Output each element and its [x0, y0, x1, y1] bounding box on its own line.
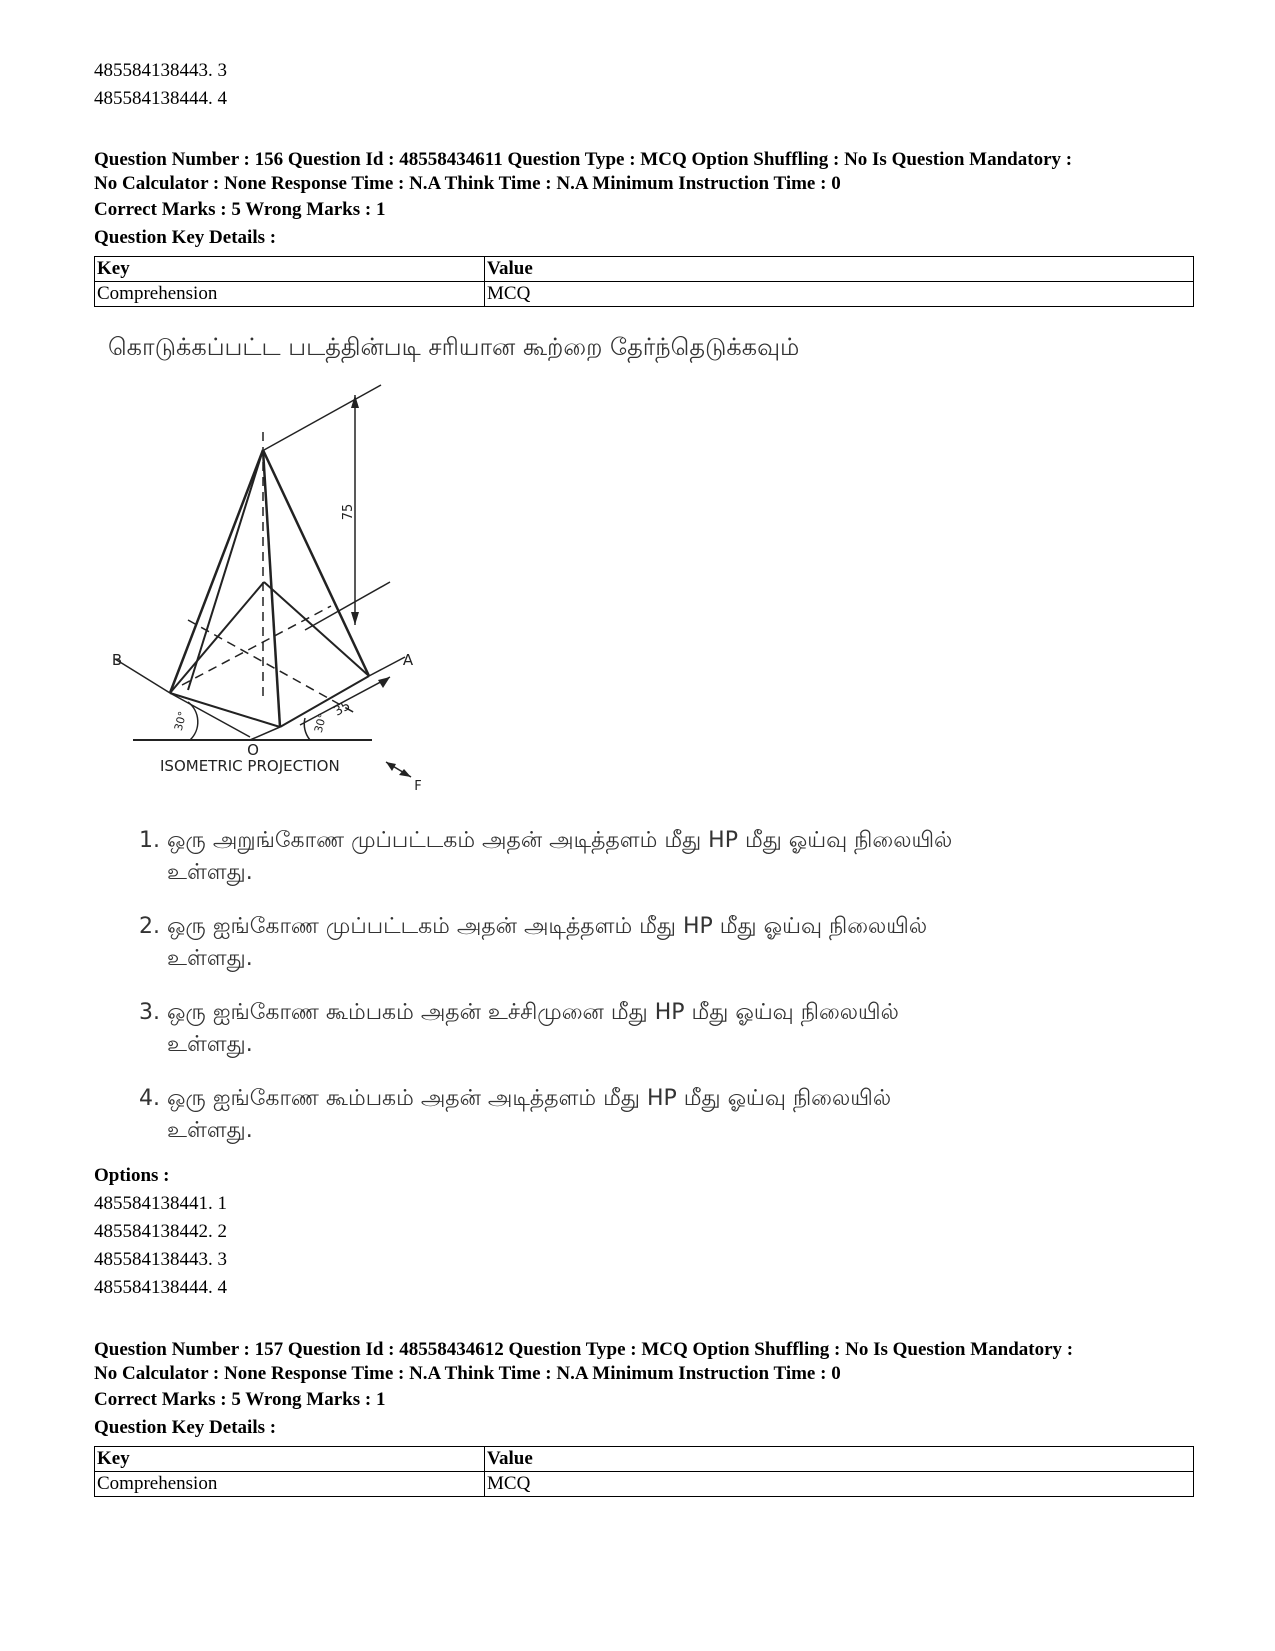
angle-label-right: 30° [311, 711, 330, 735]
table-header-row [95, 1447, 1194, 1472]
table-cell-value: MCQ [485, 1472, 1194, 1497]
arrowhead [351, 612, 359, 625]
choice-number: 1. [139, 828, 160, 853]
dimension-35: 35 [331, 698, 354, 720]
choice-text-line2: உள்ளது. [167, 946, 253, 971]
question-header-line1: Question Number : 156 Question Id : 48558434611 Question Type : MCQ Option Shuffling : No Is Question Mandatory : [94, 149, 1073, 170]
angle-label-left: 30° [171, 709, 190, 733]
choice-number: 2. [139, 914, 160, 939]
slant-edge [188, 450, 263, 690]
table-header-value: Value [485, 257, 1194, 282]
table-cell-key: Comprehension [95, 1472, 485, 1497]
dimension-75: 75 [341, 503, 356, 521]
choice-4 [139, 1083, 1139, 1147]
table-row [95, 282, 1194, 307]
projection-line [369, 657, 405, 676]
options-label: Options : [94, 1165, 170, 1186]
table-header-key: Key [95, 257, 485, 282]
choice-3 [139, 997, 1139, 1061]
choice-1 [139, 825, 1139, 889]
choice-text-line1: ஒரு ஐங்கோண கூம்பகம் அதன் அடித்தளம் மீது HP மீது ஓய்வு நிலையில் [167, 1086, 892, 1111]
choice-number: 3. [139, 1000, 160, 1025]
projection-line [305, 582, 390, 630]
option-line: 485584138444. 4 [94, 88, 227, 109]
table-header-key: Key [95, 1447, 485, 1472]
isometric-projection-figure [94, 378, 454, 798]
choice-2 [139, 911, 1139, 975]
option-line: 485584138441. 1 [94, 1193, 227, 1214]
figure-caption: ISOMETRIC PROJECTION [160, 757, 340, 775]
table-header-value: Value [485, 1447, 1194, 1472]
label-f: F [414, 779, 422, 794]
slant-edge [263, 450, 369, 676]
projection-line [115, 659, 170, 693]
option-line: 485584138442. 2 [94, 1221, 227, 1242]
slant-edge [170, 450, 263, 693]
question-157-key-details-label: Question Key Details : [94, 1417, 277, 1438]
question-157-marks: Correct Marks : 5 Wrong Marks : 1 [94, 1389, 386, 1410]
slant-edge [263, 450, 280, 727]
base-edge [264, 582, 369, 676]
choice-text-line2: உள்ளது. [167, 1118, 253, 1143]
question-156-key-table [94, 256, 1194, 307]
question-156-marks: Correct Marks : 5 Wrong Marks : 1 [94, 199, 386, 220]
label-o: O [247, 741, 259, 759]
choice-number: 4. [139, 1086, 160, 1111]
choice-text-line2: உள்ளது. [167, 860, 253, 885]
label-b: B [111, 651, 123, 669]
question-156-header [94, 148, 1194, 196]
option-line: 485584138443. 3 [94, 1249, 227, 1270]
question-156-text: கொடுக்கப்பட்ட படத்தின்படி சரியான கூற்றை தேர்ந்தெடுக்கவும் [108, 333, 800, 361]
previous-options [94, 57, 1194, 113]
table-cell-key: Comprehension [95, 282, 485, 307]
question-header-line2: No Calculator : None Response Time : N.A Think Time : N.A Minimum Instruction Time : 0 [94, 1363, 841, 1384]
options-list [94, 1190, 1194, 1302]
hidden-line [182, 606, 331, 685]
arrowhead [386, 762, 396, 771]
arrowhead [378, 677, 390, 688]
question-header-line1: Question Number : 157 Question Id : 48558434612 Question Type : MCQ Option Shuffling : No Is Question Mandatory : [94, 1339, 1074, 1360]
table-header-row [95, 257, 1194, 282]
question-header-line2: No Calculator : None Response Time : N.A Think Time : N.A Minimum Instruction Time : 0 [94, 173, 841, 194]
choice-text-line1: ஒரு ஐங்கோண முப்பட்டகம் அதன் அடித்தளம் மீது HP மீது ஓய்வு நிலையில் [167, 914, 928, 939]
choice-text-line1: ஒரு ஐங்கோண கூம்பகம் அதன் உச்சிமுனை மீது HP மீது ஓய்வு நிலையில் [167, 1000, 899, 1025]
table-row [95, 1472, 1194, 1497]
option-line: 485584138443. 3 [94, 60, 227, 81]
question-157-header [94, 1338, 1194, 1386]
question-157-key-table [94, 1446, 1194, 1497]
choice-text-line2: உள்ளது. [167, 1032, 253, 1057]
choice-text-line1: ஒரு அறுங்கோண முப்பட்டகம் அதன் அடித்தளம் மீது HP மீது ஓய்வு நிலையில் [167, 828, 953, 853]
option-line: 485584138444. 4 [94, 1277, 227, 1298]
projection-line [264, 385, 381, 450]
question-156-key-details-label: Question Key Details : [94, 227, 277, 248]
label-a: A [402, 651, 414, 669]
projection-line [250, 727, 280, 740]
table-cell-value: MCQ [485, 282, 1194, 307]
